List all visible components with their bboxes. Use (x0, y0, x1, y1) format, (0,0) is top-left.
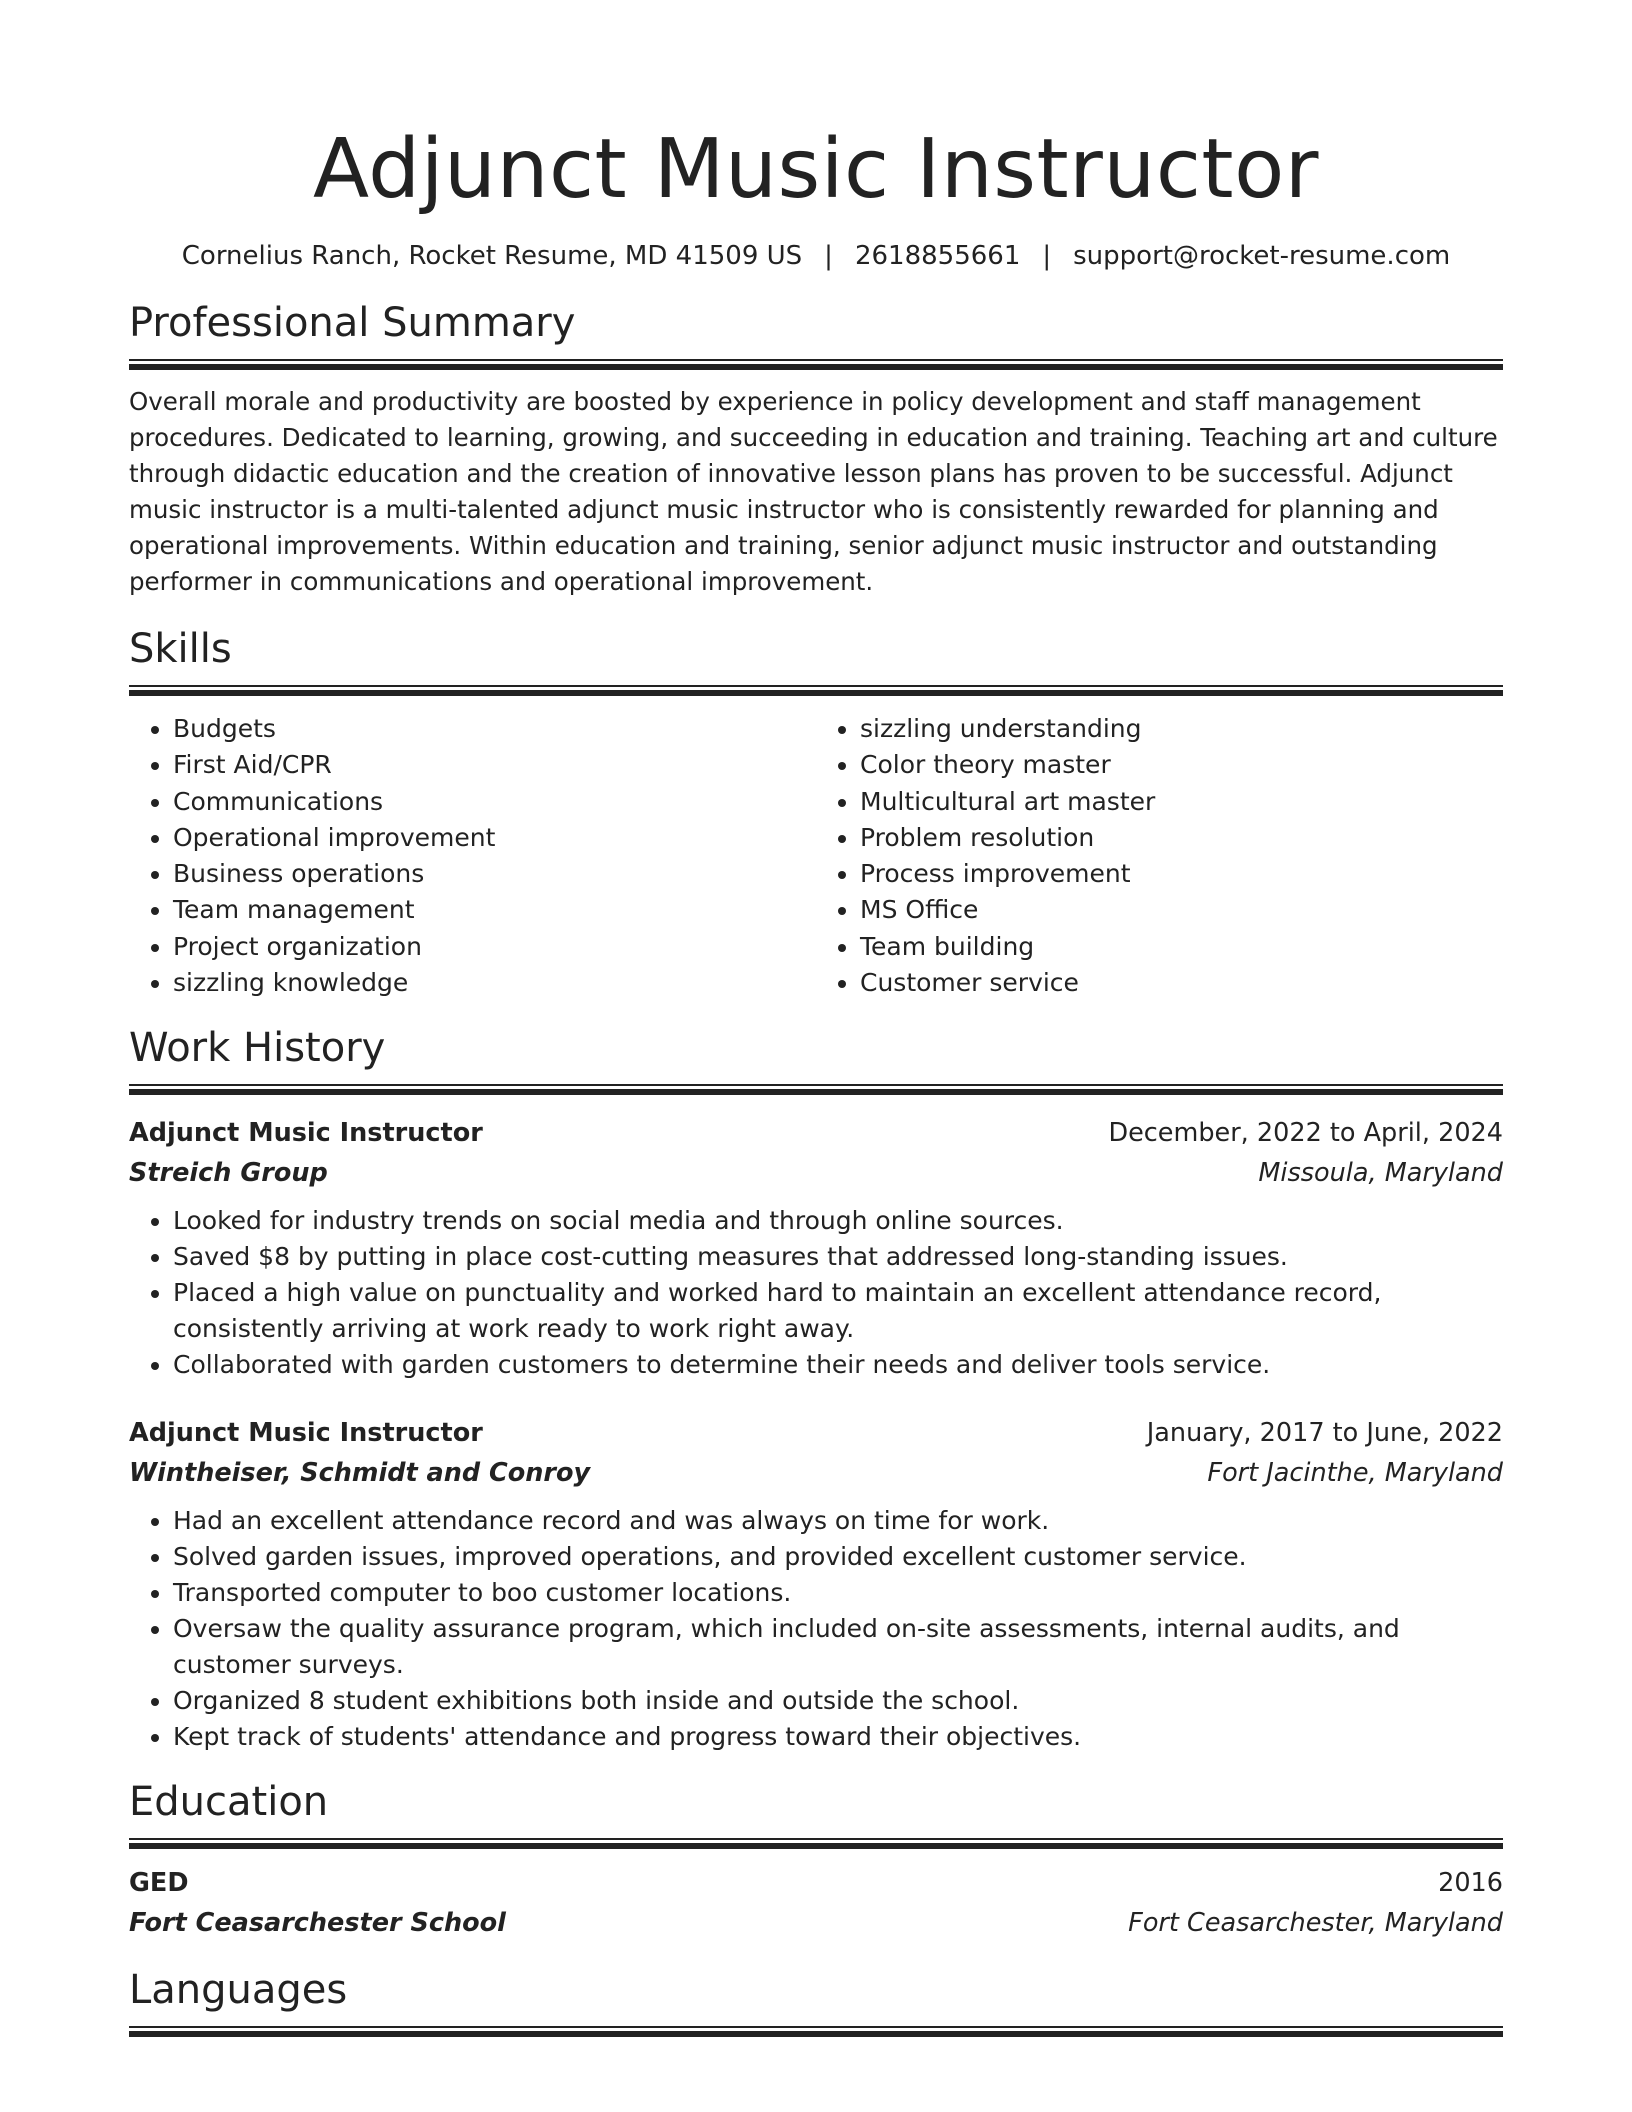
skill-item: • Color theory master (860, 747, 1503, 783)
skills-title: Skills (129, 626, 232, 672)
education-section (129, 1777, 1503, 1943)
skills-left-list (129, 711, 816, 1001)
skills-columns (129, 711, 1503, 1001)
languages-title: Languages (129, 1967, 348, 2014)
job-bullet: • Saved $8 by putting in place cost-cutting measures that addressed long-standing issues. (173, 1239, 1503, 1275)
job-bullets (129, 1203, 1503, 1383)
contact-separator: | (824, 241, 833, 271)
section-rule (129, 359, 1503, 370)
skill-item: • sizzling understanding (860, 711, 1503, 747)
languages-section (129, 1965, 1503, 2037)
job-subheader (129, 1153, 1503, 1193)
skill-item: • Team building (860, 929, 1503, 965)
education-title: Education (129, 1779, 329, 1826)
job-bullet: • Looked for industry trends on social media and through online sources. (173, 1203, 1503, 1239)
job-dates: January, 2017 to June, 2022 (1146, 1418, 1503, 1449)
job-bullet: • Transported computer to boo customer locations. (173, 1575, 1503, 1611)
work-title: Work History (129, 1025, 386, 1072)
job-location: Fort Jacinthe, Maryland (1207, 1458, 1503, 1489)
job-bullet: • Placed a high value on punctuality and worked hard to maintain an excellent attendance record, consistently arriving at work ready to work right away. (173, 1275, 1503, 1347)
education-subheader (129, 1903, 1503, 1943)
work-section (129, 1023, 1503, 1755)
skill-item: • Business operations (173, 856, 816, 892)
section-rule (129, 685, 1503, 696)
job-bullet: • Had an excellent attendance record and was always on time for work. (173, 1503, 1503, 1539)
skill-item: • Multicultural art master (860, 784, 1503, 820)
job-header (129, 1413, 1503, 1453)
skill-item: • First Aid/CPR (173, 747, 816, 783)
section-rule (129, 1084, 1503, 1095)
job-bullet: • Kept track of students' attendance and progress toward their objectives. (173, 1719, 1503, 1755)
education-degree: GED (129, 1868, 189, 1899)
education-entry (129, 1863, 1503, 1943)
skill-item: • Customer service (860, 965, 1503, 1001)
job-subheader (129, 1453, 1503, 1493)
skill-item: • Operational improvement (173, 820, 816, 856)
skills-right-list (816, 711, 1503, 1001)
job-company: Wintheiser, Schmidt and Conroy (129, 1458, 591, 1489)
job-title: Adjunct Music Instructor (129, 1418, 483, 1449)
summary-title: Professional Summary (129, 300, 576, 346)
skill-item: • Process improvement (860, 856, 1503, 892)
job-company: Streich Group (129, 1158, 328, 1189)
education-header (129, 1863, 1503, 1903)
job-title: Adjunct Music Instructor (129, 1118, 483, 1149)
job-bullet: • Collaborated with garden customers to determine their needs and deliver tools service. (173, 1347, 1503, 1383)
job-header (129, 1113, 1503, 1153)
job-dates: December, 2022 to April, 2024 (1108, 1118, 1503, 1149)
education-year: 2016 (1438, 1868, 1503, 1899)
job-bullet: • Solved garden issues, improved operations, and provided excellent customer service. (173, 1539, 1503, 1575)
resume-page (129, 0, 1503, 2037)
job-bullets (129, 1503, 1503, 1755)
education-location: Fort Ceasarchester, Maryland (1128, 1908, 1503, 1939)
skill-item: • Project organization (173, 929, 816, 965)
skill-item: • Team management (173, 892, 816, 928)
job-bullet: • Oversaw the quality assurance program, which included on-site assessments, internal audits, and customer surveys. (173, 1611, 1503, 1683)
resume-name: Adjunct Music Instructor (313, 122, 1319, 217)
skill-item: • Budgets (173, 711, 816, 747)
skill-item: • MS Office (860, 892, 1503, 928)
job-bullet: • Organized 8 student exhibitions both inside and outside the school. (173, 1683, 1503, 1719)
skills-section (129, 624, 1503, 1001)
contact-separator: | (1042, 241, 1052, 271)
skill-item: • Problem resolution (860, 820, 1503, 856)
contact-line (129, 238, 1503, 274)
skill-item: • sizzling knowledge (173, 965, 816, 1001)
summary-section (129, 298, 1503, 600)
contact-phone: 2618855661 (854, 241, 1021, 271)
section-rule (129, 2026, 1503, 2037)
contact-email: support@rocket-resume.com (1073, 241, 1451, 271)
contact-address: Cornelius Ranch, Rocket Resume, MD 41509 US (181, 241, 803, 271)
job-entry (129, 1413, 1503, 1755)
section-rule (129, 1838, 1503, 1849)
job-location: Missoula, Maryland (1258, 1158, 1503, 1189)
job-entry (129, 1113, 1503, 1383)
skill-item: • Communications (173, 784, 816, 820)
education-school: Fort Ceasarchester School (129, 1908, 506, 1939)
summary-text: Overall morale and productivity are boosted by experience in policy development and staff management procedures. Dedicated to learning, growing, and succeeding in education and training. Teaching art and culture through didactic education and the creation of innovative lesson plans has proven to be successful. Adjunct music instructor is a multi-talented adjunct music instructor who is consistently rewarded for planning and operational improvements. Within education and training, senior adjunct music instructor and outstanding performer in communications and operational improvement. (129, 387, 1498, 596)
